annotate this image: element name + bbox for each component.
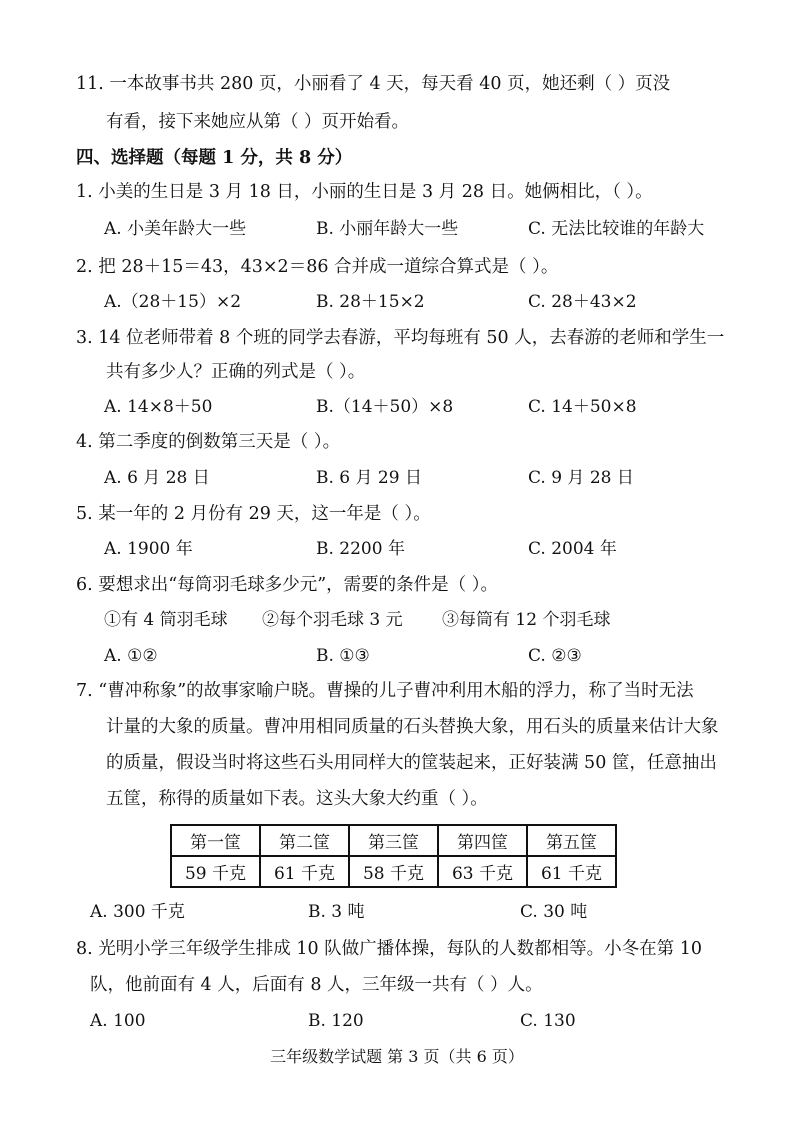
question-4-option-b: B. 6 月 29 日 [316,468,422,488]
question-4-option-a: A. 6 月 28 日 [104,468,210,488]
question-8-stem-line-2: 队，他前面有 4 人，后面有 8 人，三年级一共有（ ）人。 [90,975,543,995]
question-11-line-1: 11. 一本故事书共 280 页，小丽看了 4 天，每天看 40 页，她还剩（ ）页没 [76,74,671,94]
question-2-option-c: C. 28＋43×2 [528,292,637,312]
question-7-option-b: B. 3 吨 [308,902,365,922]
question-5-option-c: C. 2004 年 [528,539,617,559]
question-3-option-b: B.（14＋50）×8 [316,397,454,417]
question-4-stem: 4. 第二季度的倒数第三天是（ ）。 [76,432,341,452]
table-cell: 61 千克 [527,856,616,887]
question-6-stem: 6. 要想求出“每筒羽毛球多少元”，需要的条件是（ ）。 [76,575,498,595]
question-7-option-a: A. 300 千克 [90,902,185,922]
question-5-stem: 5. 某一年的 2 月份有 29 天，这一年是（ ）。 [76,504,431,524]
table-cell: 58 千克 [349,856,438,887]
question-1-option-b: B. 小丽年龄大一些 [316,219,459,239]
table-header-row [171,825,616,856]
question-6-option-a: A. ①② [104,646,158,666]
question-7-option-c: C. 30 吨 [520,902,588,922]
question-3-option-a: A. 14×8＋50 [104,397,213,417]
question-5-option-b: B. 2200 年 [316,539,405,559]
question-6-option-b: B. ①③ [316,646,370,666]
question-8-option-b: B. 120 [308,1011,364,1031]
question-6-condition-2: ②每个羽毛球 3 元 [262,610,403,630]
table-header-cell: 第五筐 [527,825,616,856]
table-header-cell: 第二筐 [260,825,349,856]
question-2-option-a: A.（28＋15）×2 [104,292,242,312]
question-7-stem-line-3: 的质量，假设当时将这些石头用同样大的筐装起来，正好装满 50 筐，任意抽出 [106,753,717,773]
table-header-cell: 第四筐 [438,825,527,856]
question-2-option-b: B. 28＋15×2 [316,292,425,312]
question-5-option-a: A. 1900 年 [104,539,193,559]
section-title: 四、选择题（每题 1 分，共 8 分） [76,148,353,168]
question-3-stem-line-1: 3. 14 位老师带着 8 个班的同学去春游，平均每班有 50 人，去春游的老师和学生一 [76,328,725,348]
table-header-cell: 第一筐 [171,825,260,856]
page-footer: 三年级数学试题 第 3 页（共 6 页） [270,1047,524,1066]
question-6-option-c: C. ②③ [528,646,582,666]
question-8-option-a: A. 100 [90,1011,146,1031]
question-1-option-c: C. 无法比较谁的年龄大 [528,219,705,239]
question-6-condition-1: ①有 4 筒羽毛球 [104,610,228,630]
question-2-stem: 2. 把 28＋15＝43，43×2＝86 合并成一道综合算式是（ ）。 [76,257,559,277]
table-row [171,856,616,887]
question-8-stem-line-1: 8. 光明小学三年级学生排成 10 队做广播体操，每队的人数都相等。小冬在第 10 [76,939,702,959]
question-4-option-c: C. 9 月 28 日 [528,468,634,488]
table-cell: 61 千克 [260,856,349,887]
question-6-condition-3: ③每筒有 12 个羽毛球 [442,610,611,630]
question-8-option-c: C. 130 [520,1011,576,1031]
question-7-stem-line-2: 计量的大象的质量。曹冲用相同质量的石头替换大象，用石头的质量来估计大象 [106,717,719,737]
question-7-stem-line-1: 7. “曹冲称象”的故事家喻户晓。曹操的儿子曹冲利用木船的浮力，称了当时无法 [76,681,694,701]
question-1-stem: 1. 小美的生日是 3 月 18 日，小丽的生日是 3 月 28 日。她俩相比，（ ）。 [76,182,653,202]
question-1-option-a: A. 小美年龄大一些 [104,219,247,239]
table-cell: 59 千克 [171,856,260,887]
question-3-stem-line-2: 共有多少人？正确的列式是（ ）。 [106,362,366,382]
question-7-stem-line-4: 五筐，称得的质量如下表。这头大象大约重（ ）。 [106,789,488,809]
table-header-cell: 第三筐 [349,825,438,856]
table-cell: 63 千克 [438,856,527,887]
basket-weight-table [170,824,617,888]
question-3-option-c: C. 14＋50×8 [528,397,637,417]
question-11-line-2: 有看，接下来她应从第（ ）页开始看。 [106,112,410,132]
